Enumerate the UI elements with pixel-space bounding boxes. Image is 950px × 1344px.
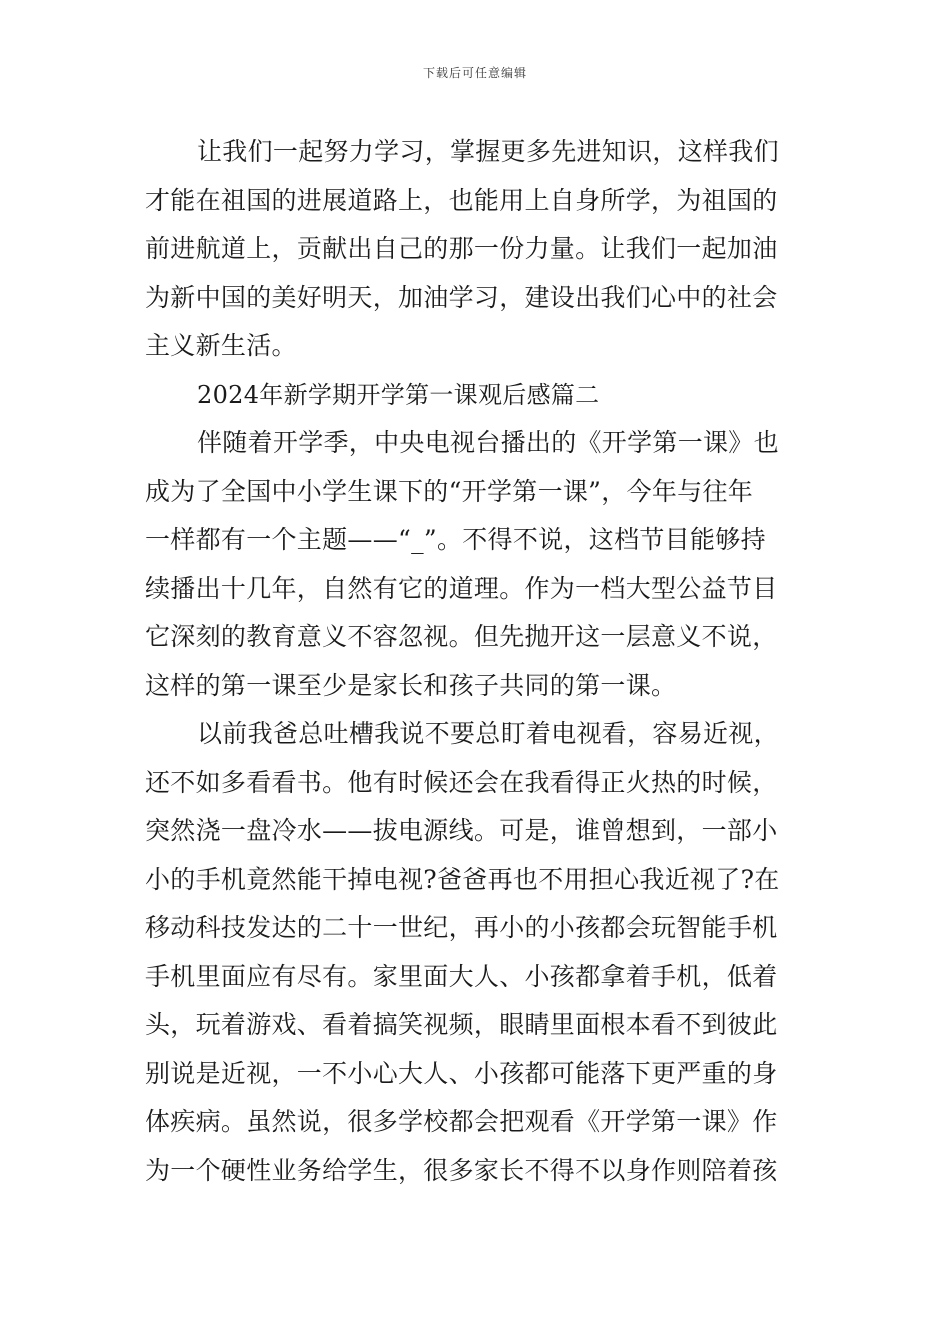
paragraph-line: 伴随着开学季，中央电视台播出的《开学第一课》也 [197,428,779,457]
section-heading: 2024年新学期开学第一课观后感篇二 [197,380,600,409]
paragraph-line: 为一个硬性业务给学生，很多家长不得不以身作则陪着孩 [145,1155,778,1185]
paragraph-line: 别说是近视，一不小心大人、小孩都可能落下更严重的身 [145,1058,778,1088]
paragraph-line: 以前我爸总吐槽我说不要总盯着电视看，容易近视， [197,719,779,748]
paragraph-line: 这样的第一课至少是家长和孩子共同的第一课。 [145,670,677,700]
document-body [145,128,810,1195]
paragraph-line: 续播出十几年，自然有它的道理。作为一档大型公益节目 [145,573,778,603]
paragraph-line: 为新中国的美好明天，加油学习，建设出我们心中的社会 [145,282,778,312]
paragraph-line: 成为了全国中小学生课下的“开学第一课”，今年与往年 [145,476,754,506]
paragraph-line: 才能在祖国的进展道路上，也能用上自身所学，为祖国的 [145,185,778,215]
paragraph-line: 头，玩着游戏、看着搞笑视频，眼睛里面根本看不到彼此 [145,1010,778,1039]
paragraph-line: 它深刻的教育意义不容忽视。但先抛开这一层意义不说， [145,622,778,651]
paragraph-line: 移动科技发达的二十一世纪，再小的小孩都会玩智能手机 [145,913,778,942]
page-header: 下载后可任意编辑 [422,66,527,80]
paragraph-line: 体疾病。虽然说，很多学校都会把观看《开学第一课》作 [145,1107,778,1136]
paragraph-line: 前进航道上，贡献出自己的那一份力量。让我们一起加油 [145,234,778,263]
paragraph-line: 突然浇一盘冷水——拔电源线。可是，谁曾想到，一部小 [145,816,778,845]
paragraph-line: 主义新生活。 [145,331,297,360]
paragraph-line: 还不如多看看书。他有时候还会在我看得正火热的时候， [145,767,778,797]
paragraph-line: 一样都有一个主题——“_”。不得不说，这档节目能够持 [145,525,766,554]
paragraph-line: 小的手机竟然能干掉电视?爸爸再也不用担心我近视了?在 [145,864,780,894]
paragraph-line: 手机里面应有尽有。家里面大人、小孩都拿着手机，低着 [145,961,778,991]
paragraph-line: 让我们一起努力学习，掌握更多先进知识，这样我们 [197,137,779,166]
